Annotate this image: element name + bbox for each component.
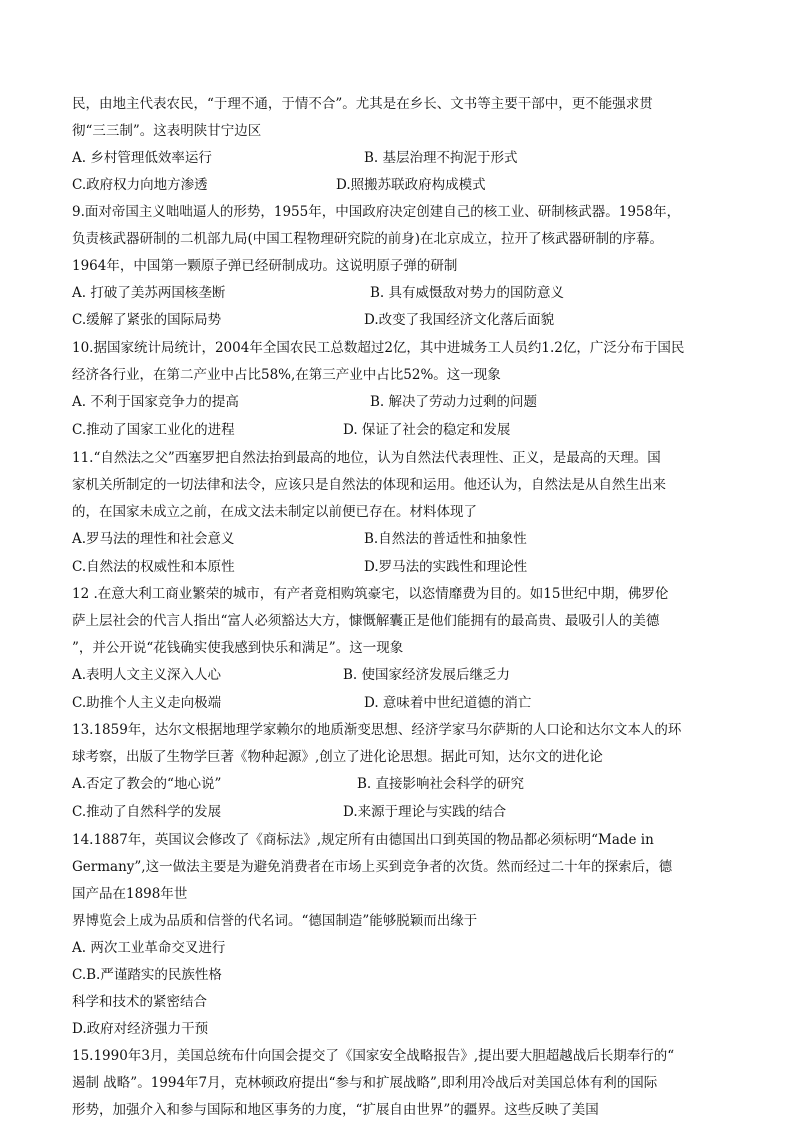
q13-option-b: B. 直接影响社会科学的研究 bbox=[357, 776, 525, 792]
q12-option-a: A.表明人文主义深入人心 bbox=[72, 667, 222, 683]
q12-option-b: B. 使国家经济发展后继乏力 bbox=[343, 667, 511, 683]
q8-stem-line-2: 彻“三三制”。这表明陕甘宁边区 bbox=[72, 123, 262, 139]
q12-stem-line-2: 萨上层社会的代言人指出“富人必须豁达大方，慷慨解囊正是他们能拥有的最高贵、最吸引人的美德 bbox=[72, 613, 660, 629]
q14-option-a: A. 两次工业革命交叉进行 bbox=[72, 940, 226, 956]
q9-option-c: C.缓解了紧张的国际局势 bbox=[72, 312, 222, 328]
q14-stem-line-2: Germany”,这一做法主要是为避免消费者在市场上买到竞争者的次货。然而经过二十年的探索后，德 bbox=[72, 859, 673, 875]
q15-stem-line-2: 遏制 战略”。1994年7月，克林顿政府提出“参与和扩展战略”,即利用冷战后对美国总体有利的国际 bbox=[72, 1075, 658, 1091]
q14-option-fragment: 科学和技术的紧密结合 bbox=[72, 994, 207, 1010]
q8-option-d: D.照搬苏联政府构成模式 bbox=[336, 177, 486, 193]
q13-stem-line-1: 13.1859年，达尔文根据地理学家赖尔的地质渐变思想、经济学家马尔萨斯的人口论和达尔文本人的环 bbox=[72, 722, 682, 738]
q9-stem-line-2: 负责核武器研制的二机部九局(中国工程物理研究院的前身)在北京成立，拉开了核武器研制的序幕。 bbox=[72, 231, 664, 247]
q10-option-c: C.推动了国家工业化的进程 bbox=[72, 422, 235, 438]
q11-option-a: A.罗马法的理性和社会意义 bbox=[72, 531, 235, 547]
q15-stem-line-3: 形势，加强介入和参与国际和地区事务的力度，“扩展自由世界”的疆界。这些反映了美国 bbox=[72, 1102, 599, 1118]
q12-stem-line-3: ”，并公开说“花钱确实使我感到快乐和满足”。这一现象 bbox=[72, 640, 404, 656]
q14-stem-line-4: 界博览会上成为品质和信誉的代名词。“德国制造”能够脱颖而出缘于 bbox=[72, 913, 478, 929]
q11-option-d: D.罗马法的实践性和理论性 bbox=[364, 559, 528, 575]
q10-option-a: A. 不利于国家竞争力的提高 bbox=[72, 394, 239, 410]
q13-option-c: C.推动了自然科学的发展 bbox=[72, 804, 222, 820]
q12-stem-line-1: 12 .在意大利工商业繁荣的城市，有产者竟相购筑豪宅，以恣情靡费为目的。如15世纪中期，佛罗伦 bbox=[72, 586, 669, 602]
q8-option-a: A. 乡村管理低效率运行 bbox=[72, 150, 212, 166]
q9-stem-line-3: 1964年，中国第一颗原子弹已经研制成功。这说明原子弹的研制 bbox=[72, 258, 458, 274]
q8-stem-line-1: 民，由地主代表农民，“于理不通，于情不合”。尤其是在乡长、文书等主要干部中，更不能强求贯 bbox=[72, 96, 653, 112]
q11-stem-line-2: 家机关所制定的一切法律和法令，应该只是自然法的体现和运用。他还认为，自然法是从自然生出来 bbox=[72, 477, 666, 493]
q13-option-d: D.来源于理论与实践的结合 bbox=[343, 804, 507, 820]
q10-option-b: B. 解决了劳动力过剩的问题 bbox=[370, 394, 538, 410]
q14-option-d: D.政府对经济强力干预 bbox=[72, 1021, 209, 1037]
q9-option-d: D.改变了我国经济文化落后面貌 bbox=[364, 312, 555, 328]
q12-option-c: C.助推个人主义走向极端 bbox=[72, 695, 222, 711]
q9-stem-line-1: 9.面对帝国主义咄咄逼人的形势，1955年，中国政府决定创建自己的核工业、研制核武器。1958年， bbox=[72, 204, 681, 220]
q11-option-b: B.自然法的普适性和抽象性 bbox=[364, 531, 527, 547]
q11-stem-line-3: 的，在国家未成立之前，在成文法未制定以前便已存在。材料体现了 bbox=[72, 504, 477, 520]
q11-stem-line-1: 11.“自然法之父”西塞罗把自然法抬到最高的地位，认为自然法代表理性、正义，是最高的天理。国 bbox=[72, 450, 661, 466]
q14-option-cb: C.B.严谨踏实的民族性格 bbox=[72, 967, 222, 983]
q10-stem-line-1: 10.据国家统计局统计，2004年全国农民工总数超过2亿，其中进城务工人员约1.2亿，广泛分布于国民 bbox=[72, 340, 685, 356]
q10-stem-line-2: 经济各行业，在第二产业中占比58%,在第三产业中占比52%。这一现象 bbox=[72, 367, 501, 383]
q13-stem-line-2: 球考察，出版了生物学巨著《物种起源》,创立了进化论思想。据此可知，达尔文的进化论 bbox=[72, 749, 603, 765]
q8-option-c: C.政府权力向地方渗透 bbox=[72, 177, 208, 193]
q13-option-a: A.否定了教会的“地心说” bbox=[72, 776, 222, 792]
q10-option-d: D. 保证了社会的稳定和发展 bbox=[343, 422, 511, 438]
q15-stem-line-1: 15.1990年3月，美国总统布什向国会提交了《国家安全战略报告》,提出要大胆超越战后长期奉行的“ bbox=[72, 1048, 675, 1064]
q11-option-c: C.自然法的权威性和本原性 bbox=[72, 559, 235, 575]
q14-stem-line-1: 14.1887年，英国议会修改了《商标法》,规定所有由德国出口到英国的物品都必须标明“Made in bbox=[72, 832, 654, 848]
q9-option-b: B. 具有威慑敌对势力的国防意义 bbox=[370, 285, 565, 301]
q12-option-d: D. 意味着中世纪道德的消亡 bbox=[364, 695, 532, 711]
q14-stem-line-3: 国产品在1898年世 bbox=[72, 886, 188, 902]
q9-option-a: A. 打破了美苏两国核垄断 bbox=[72, 285, 226, 301]
q8-option-b: B. 基层治理不拘泥于形式 bbox=[364, 150, 518, 166]
